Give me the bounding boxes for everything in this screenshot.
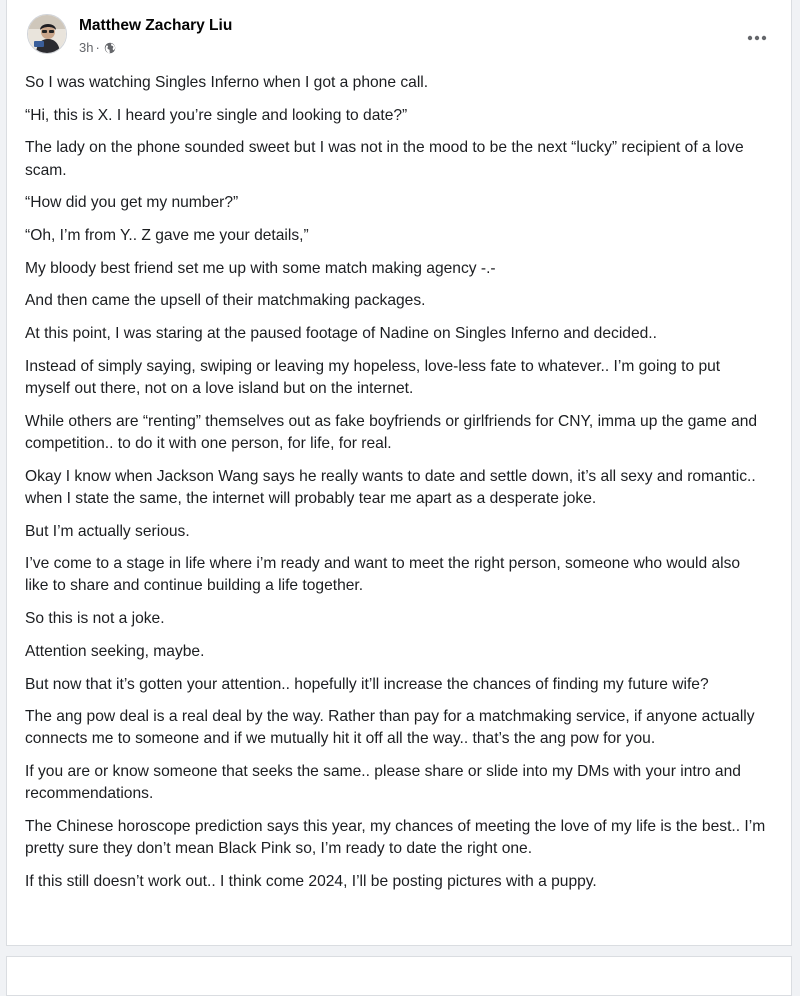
post-paragraph: The lady on the phone sounded sweet but I was not in the mood to be the next “lucky” recipient of a love scam. [25, 139, 744, 179]
meta-separator: · [95, 40, 100, 55]
post-paragraph: And then came the upsell of their matchmaking packages. [25, 292, 426, 310]
post-paragraph: At this point, I was staring at the paused footage of Nadine on Singles Inferno and decided.. [25, 325, 657, 343]
post-paragraph: While others are “renting” themselves out as fake boyfriends or girlfriends for CNY, imma up the game and competition.. to do it with one person, for life, for real. [25, 412, 758, 452]
post-paragraph: Okay I know when Jackson Wang says he really wants to date and settle down, it’s all sexy and romantic.. when I state the same, the internet will probably tear me apart as a desperate joke. [25, 467, 756, 507]
post-card [6, 0, 792, 946]
post-paragraph: Instead of simply saying, swiping or leaving my hopeless, love-less fate to whatever.. I’m going to put myself out there, not on a love island but on the internet. [25, 357, 721, 398]
post-paragraph: “Hi, this is X. I heard you’re single and looking to date?” [25, 106, 408, 124]
post-paragraph: The ang pow deal is a real deal by the way. Rather than pay for a matchmaking service, if anyone actually connects me to someone and if we mutually hit it off all the way.. that’s the ang pow for you. [25, 708, 755, 748]
post-paragraph: So this is not a joke. [25, 610, 165, 628]
post-paragraph: The Chinese horoscope prediction says this year, my chances of meeting the love of my life is the best.. I’m pretty sure they don’t mean Black Pink so, I’m ready to date the right one. [25, 818, 766, 858]
post-meta [79, 40, 116, 55]
post-paragraph: Attention seeking, maybe. [25, 642, 205, 660]
next-card-edge [6, 956, 792, 996]
more-horizontal-icon [747, 35, 767, 41]
post-paragraph: If you are or know someone that seeks the same.. please share or slide into my DMs with your intro and recommendations. [25, 763, 741, 803]
post-paragraph: I’ve come to a stage in life where i’m ready and want to meet the right person, someone who would also like to share and continue building a life together. [25, 555, 741, 595]
author-name[interactable]: Matthew Zachary Liu [79, 17, 233, 34]
post-time[interactable]: 3h [79, 40, 94, 55]
globe-icon[interactable] [104, 42, 116, 54]
post-paragraph: “Oh, I’m from Y.. Z gave me your details,” [25, 227, 309, 245]
post-paragraph: My bloody best friend set me up with some match making agency -.- [25, 259, 496, 277]
post-header [27, 14, 775, 62]
post-paragraph: “How did you get my number?” [25, 194, 239, 212]
avatar[interactable] [27, 14, 67, 54]
post-paragraph: But I’m actually serious. [25, 522, 190, 540]
post-text [25, 72, 767, 904]
avatar-image [28, 15, 67, 54]
post-paragraph: So I was watching Singles Inferno when I got a phone call. [25, 74, 429, 91]
more-options-button[interactable] [739, 20, 775, 56]
post-paragraph: But now that it’s gotten your attention.. hopefully it’ll increase the chances of finding my future wife? [25, 675, 709, 693]
post-paragraph: If this still doesn’t work out.. I think come 2024, I’ll be posting pictures with a puppy. [25, 872, 597, 890]
